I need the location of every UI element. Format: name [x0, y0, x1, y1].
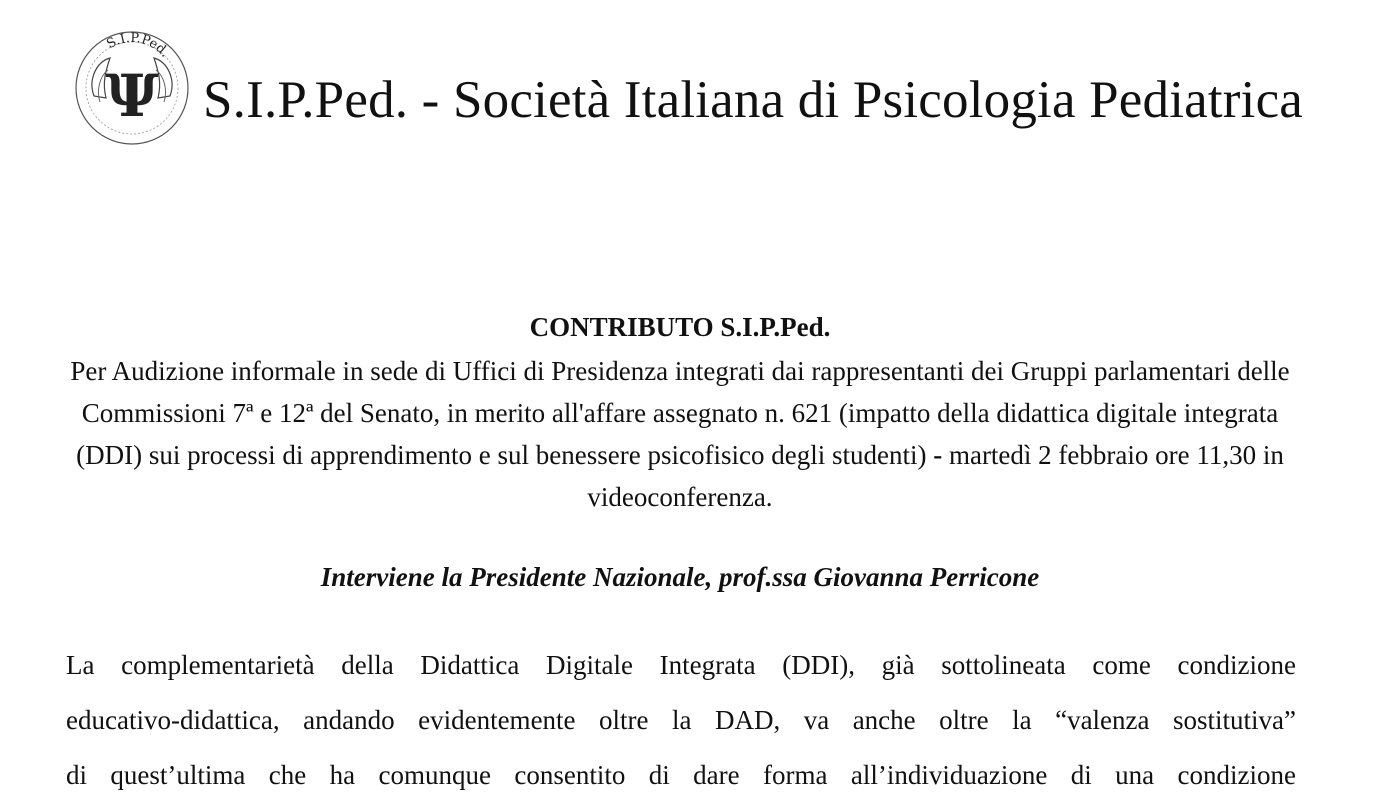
organization-title: S.I.P.Ped. - Società Italiana di Psicologia Pediatrica	[203, 71, 1304, 129]
lead-dash: -	[933, 440, 943, 470]
body-line: educativo-didattica, andando evidentemente oltre la DAD, va anche oltre la “valenza sostitutiva”	[66, 705, 1296, 735]
document-header	[66, 18, 1326, 158]
lead-text: Per Audizione informale in sede di Uffici di Presidenza integrati dai rappresentanti dei Gruppi parlamentari delle Commissioni 7ª e 12ª del Senato, in merito all'affare assegnato n. 621 (impatto della didattica digitale integrata (DDI) sui processi di apprendimento e sul benessere psicofisico degli studenti)	[70, 356, 1290, 470]
sipped-logo	[66, 18, 198, 150]
svg-text:S.I.P.Ped.: S.I.P.Ped.	[104, 30, 173, 61]
document-heading: CONTRIBUTO S.I.P.Ped.	[529, 312, 831, 342]
svg-text:Ψ: Ψ	[105, 62, 159, 130]
speaker-line: Interviene la Presidente Nazionale, prof.ssa Giovanna Perricone	[320, 562, 1040, 592]
lead-paragraph	[66, 350, 1294, 518]
body-line: La complementarietà della Didattica Digitale Integrata (DDI), già sottolineata come condizione	[66, 650, 1296, 680]
lead-tail: martedì 2 febbraio ore 11,30 in videoconferenza.	[587, 440, 1284, 512]
body-line: di quest’ultima che ha comunque consentito di dare forma all’individuazione di una condizione	[66, 760, 1296, 790]
sipped-seal-icon	[66, 18, 198, 150]
body-paragraph	[66, 638, 1296, 803]
